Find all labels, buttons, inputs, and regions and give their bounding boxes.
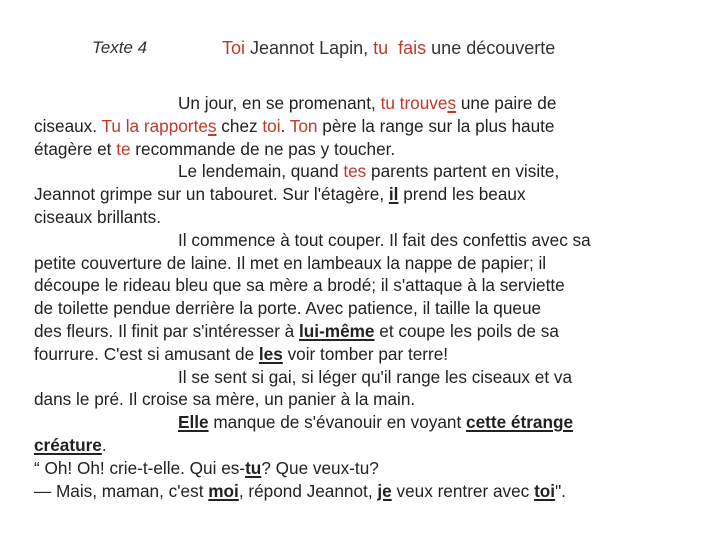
text-segment: des fleurs. Il finit par s'intéresser à [34,320,300,341]
underlined-tu: tu [245,457,262,478]
text-segment: , répond Jeannot, [238,480,378,501]
text-line [34,92,684,115]
text-line [34,320,684,343]
text-segment: père la range sur la plus haute [317,115,555,136]
underlined-ending-s: s [207,115,217,136]
text-segment: Il se sent si gai, si léger qu'il range les ciseaux et va [178,366,573,387]
underlined-moi: moi [208,480,239,501]
text-line [34,206,684,229]
text-line [34,366,684,389]
text-segment: recommande de ne pas y toucher. [130,138,396,159]
text-segment: une paire de [456,93,557,113]
text-segment: dans le pré. Il croise sa mère, un panier à la main. [34,389,416,410]
text-segment: Un jour, en se promenant, [178,93,381,113]
text-line [34,388,684,411]
text-segment: et coupe les poils de sa [374,320,559,341]
story-text [34,92,684,502]
text-segment: . [280,115,290,136]
text-segment: “ Oh! Oh! crie-t-elle. Qui es- [34,457,246,478]
title-space [388,38,398,58]
text-segment: voir tomber par terre! [282,343,449,364]
underlined-je: je [377,480,392,501]
text-line [34,411,684,434]
underlined-creature: créature [34,434,102,455]
text-segment: veux rentrer avec [391,480,535,501]
underlined-les: les [258,343,283,364]
text-segment: parents partent en visite, [366,161,560,182]
text-segment: Le lendemain, quand [178,161,344,182]
text-segment: Jeannot grimpe sur un tabouret. Sur l'étagère, [34,184,389,205]
underlined-lui-meme: lui-même [299,320,375,341]
text-segment: ". [555,480,566,501]
title-word-tu: tu [373,38,389,58]
text-number-label: Texte 4 [92,38,148,57]
text-line [34,160,684,183]
text-line [34,229,684,252]
text-segment: ciseaux brillants. [34,206,162,227]
text-segment: . [101,434,107,455]
text-line [34,183,684,206]
highlight-rapporte: rapporte [143,115,208,136]
text-segment: étagère et [34,138,117,159]
text-segment: ciseaux. [34,115,102,136]
text-segment: fourrure. C'est si amusant de [34,343,259,364]
text-segment: chez [216,115,263,136]
highlight-tu-la: Tu la [101,115,140,136]
text-line [34,252,684,275]
text-title [222,38,555,59]
text-segment: découpe le rideau bleu que sa mère a brodé; il s'attaque à la serviette [34,275,565,296]
text-line [34,297,684,320]
text-line [34,480,684,503]
text-line [34,434,684,457]
text-line [34,343,684,366]
text-segment: manque de s'évanouir en voyant [208,412,467,433]
title-word-toi: Toi [222,38,246,58]
text-segment: ? Que veux-tu? [261,457,379,478]
underlined-il: il [388,184,399,205]
underlined-elle: Elle [178,412,209,433]
underlined-cette-etrange: cette étrange [466,412,574,433]
text-segment: petite couverture de laine. Il met en lambeaux la nappe de papier; il [34,252,547,273]
underlined-toi: toi [534,480,556,501]
text-segment: — Mais, maman, c'est [34,480,209,501]
text-line [34,274,684,297]
highlight-te: te [116,138,131,159]
title-segment: une découverte [426,38,556,58]
text-line [34,115,684,138]
text-segment: prend les beaux [398,184,526,205]
highlight-ton: Ton [289,115,318,136]
highlight-tes: tes [343,161,367,182]
underlined-ending-s: s [447,93,457,113]
text-segment: Il commence à tout couper. Il fait des confettis avec sa [178,229,591,250]
title-word-fais: fais [398,38,427,58]
title-segment: Jeannot Lapin, [245,38,374,58]
text-segment: de toilette pendue derrière la porte. Avec patience, il taille la queue [34,298,542,319]
text-line [34,457,684,480]
text-line [34,138,684,161]
highlight-tu-trouve: tu trouve [380,93,448,113]
highlight-toi: toi [262,115,281,136]
